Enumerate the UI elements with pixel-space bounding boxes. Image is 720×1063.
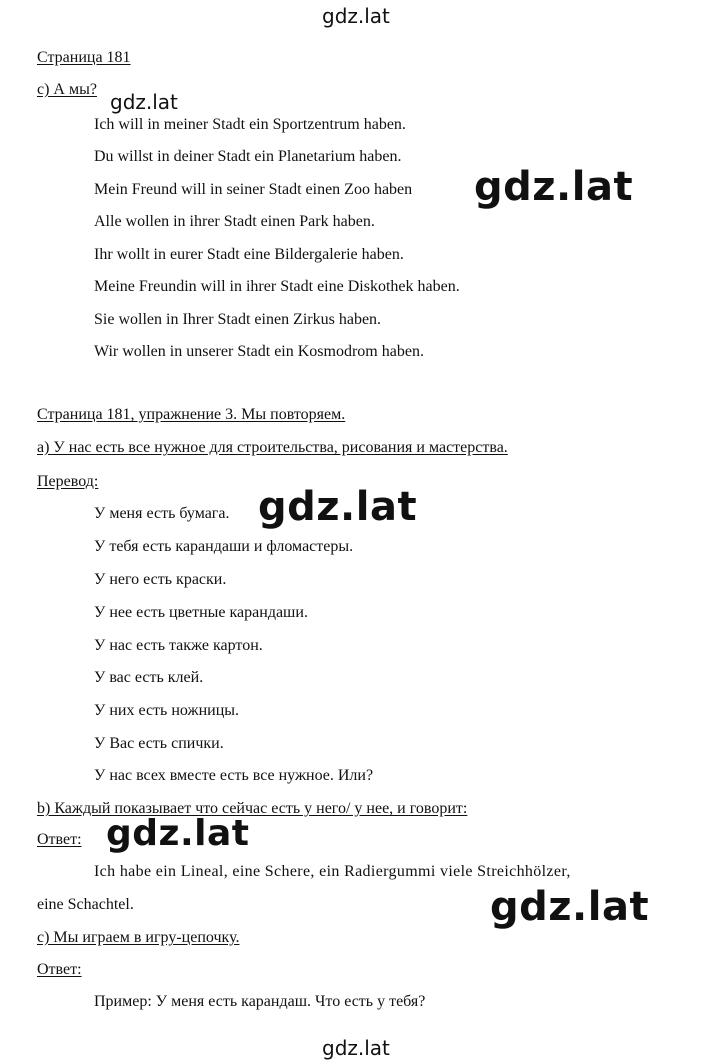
- translation-line: У вас есть клей.: [94, 669, 204, 686]
- translation-line: У Вас есть спички.: [94, 735, 224, 752]
- translation-label: Перевод:: [37, 473, 99, 490]
- translation-line: У него есть краски.: [94, 571, 227, 588]
- answer-label-c: Ответ:: [37, 961, 82, 978]
- translation-line: У меня есть бумага.: [94, 505, 230, 522]
- answer-b-line: Ich habe ein Lineal, eine Schere, ein Radiergummi viele Streichhölzer,: [94, 863, 571, 880]
- watermark-top: gdz.lat: [322, 4, 390, 28]
- answer-c-line: Пример: У меня есть карандаш. Что есть у тебя?: [94, 993, 426, 1010]
- sentence-line: Meine Freundin will in ihrer Stadt eine Diskothek haben.: [94, 278, 460, 295]
- sentence-line: Ihr wollt in eurer Stadt eine Bildergalerie haben.: [94, 246, 404, 263]
- translation-line: У нас всех вместе есть все нужное. Или?: [94, 767, 374, 784]
- translation-line: У тебя есть карандаши и фломастеры.: [94, 538, 354, 555]
- sentence-line: Mein Freund will in seiner Stadt einen Zoo haben: [94, 181, 413, 198]
- sentence-line: Wir wollen in unserer Stadt ein Kosmodrom haben.: [94, 343, 424, 360]
- watermark-large: gdz.lat: [106, 813, 250, 854]
- watermark-large: gdz.lat: [258, 484, 418, 530]
- sentence-line: Ich will in meiner Stadt ein Sportzentrum haben.: [94, 116, 406, 133]
- sentence-line: Sie wollen in Ihrer Stadt einen Zirkus haben.: [94, 311, 382, 328]
- task-b-heading: b) Каждый показывает что сейчас есть у него/ у нее, и говорит:: [37, 800, 468, 817]
- sentence-line: Du willst in deiner Stadt ein Planetarium haben.: [94, 148, 402, 165]
- exercise-heading: Страница 181, упражнение 3. Мы повторяем.: [37, 406, 346, 423]
- task-heading: с) А мы?: [37, 81, 97, 98]
- answer-label-b: Ответ:: [37, 831, 82, 848]
- sentence-line: Alle wollen in ihrer Stadt einen Park haben.: [94, 213, 375, 230]
- page-heading: Страница 181: [37, 49, 131, 66]
- watermark-large: gdz.lat: [490, 884, 650, 930]
- task-a-heading: а) У нас есть все нужное для строительства, рисования и мастерства.: [37, 439, 508, 456]
- translation-line: У них есть ножницы.: [94, 702, 239, 719]
- answer-b-line: eine Schachtel.: [37, 896, 134, 913]
- watermark-small: gdz.lat: [110, 90, 178, 114]
- translation-line: У нас есть также картон.: [94, 637, 263, 654]
- watermark-bottom: gdz.lat: [322, 1036, 390, 1060]
- translation-line: У нее есть цветные карандаши.: [94, 604, 308, 621]
- watermark-large: gdz.lat: [474, 164, 634, 210]
- task-c-heading: с) Мы играем в игру-цепочку.: [37, 929, 240, 946]
